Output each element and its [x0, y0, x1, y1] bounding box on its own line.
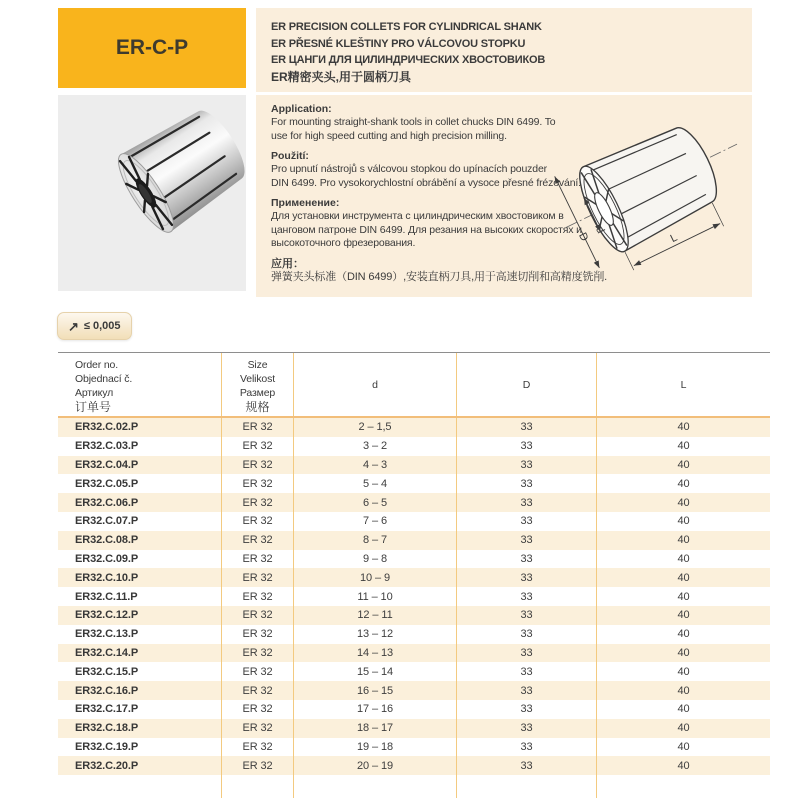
cell-value: 19 – 18: [293, 738, 456, 757]
cell-value: 33: [456, 568, 596, 587]
product-code-box: [58, 8, 246, 88]
filler-cell: [596, 775, 770, 798]
table-row: [58, 625, 770, 644]
cell-value: 40: [596, 625, 770, 644]
cell-order-no: ER32.C.14.P: [75, 646, 139, 659]
table-header: [58, 353, 770, 418]
table-row: [58, 418, 770, 437]
header-line: L: [680, 378, 687, 391]
cell-value: 40: [596, 456, 770, 475]
header-line: Order no.: [75, 359, 119, 371]
table-row: [58, 756, 770, 775]
table-row: [58, 587, 770, 606]
cell-value: ER 32: [221, 756, 293, 775]
cell-value: ER 32: [221, 456, 293, 475]
col-header-size: [221, 353, 293, 416]
product-photo-box: [58, 95, 246, 291]
table-row: [58, 474, 770, 493]
cell-value: ER 32: [221, 738, 293, 757]
cell-value: ER 32: [221, 512, 293, 531]
cell-order-no: ER32.C.08.P: [75, 534, 139, 547]
table-row: [58, 437, 770, 456]
cell-value: 5 – 4: [293, 474, 456, 493]
title-ru: ER ЦАНГИ ДЛЯ ЦИЛИНДРИЧЕСКИХ ХВОСТОВИКОВ: [271, 54, 546, 66]
info-section: [271, 257, 621, 285]
cell-value: 33: [456, 418, 596, 437]
cell-value: 7 – 6: [293, 512, 456, 531]
table-row: [58, 456, 770, 475]
cell-value: 33: [456, 681, 596, 700]
info-section-label: 应用：: [271, 257, 304, 270]
title-zh: ER精密夹头,用于圆柄刀具: [271, 69, 412, 84]
cell-value: 11 – 10: [293, 587, 456, 606]
cell-value: 33: [456, 700, 596, 719]
cell-value: 10 – 9: [293, 568, 456, 587]
info-section-line: DIN 6499. Pro vysokorychlostní obrábění a vysoce přesné frézování.: [271, 176, 581, 189]
cell-value: 20 – 19: [293, 756, 456, 775]
cell-value: 8 – 7: [293, 531, 456, 550]
cell-value: ER 32: [221, 644, 293, 663]
label-outer-diameter: D: [576, 230, 591, 244]
header-line: d: [372, 378, 378, 391]
title-box: [256, 8, 752, 92]
cell-value: 33: [456, 662, 596, 681]
cell-value: 40: [596, 437, 770, 456]
cell-value: 40: [596, 474, 770, 493]
cell-value: ER 32: [221, 681, 293, 700]
info-section-line: цанговом патроне DIN 6499. Для резания на высоких скоростях и: [271, 223, 582, 236]
info-section: [271, 102, 621, 143]
cell-value: 33: [456, 456, 596, 475]
cell-value: ER 32: [221, 662, 293, 681]
cell-value: 33: [456, 493, 596, 512]
header-line: Артикул: [75, 387, 114, 399]
table-row: [58, 550, 770, 569]
cell-value: 33: [456, 587, 596, 606]
table-row: [58, 493, 770, 512]
title-en: ER PRECISION COLLETS FOR CYLINDRICAL SHANK: [271, 21, 542, 33]
cell-value: ER 32: [221, 719, 293, 738]
cell-value: ER 32: [221, 625, 293, 644]
cell-order-no: ER32.C.18.P: [75, 722, 139, 735]
table-row: [58, 681, 770, 700]
cell-value: 40: [596, 756, 770, 775]
runout-tolerance-badge: [57, 312, 132, 340]
runout-arrow-icon: ↗: [68, 318, 79, 334]
cell-order-no: ER32.C.06.P: [75, 496, 139, 509]
table-row: [58, 662, 770, 681]
cell-value: 33: [456, 719, 596, 738]
cell-value: 12 – 11: [293, 606, 456, 625]
table-filler-row: [58, 775, 770, 798]
cell-value: ER 32: [221, 531, 293, 550]
cell-value: 33: [456, 625, 596, 644]
cell-order-no: ER32.C.10.P: [75, 571, 139, 584]
col-header-d: [293, 353, 456, 416]
cell-value: 33: [456, 531, 596, 550]
cell-value: 33: [456, 738, 596, 757]
application-info-panel: [256, 95, 752, 297]
table-body: [58, 418, 770, 775]
cell-order-no: ER32.C.19.P: [75, 740, 139, 753]
cell-order-no: ER32.C.17.P: [75, 703, 139, 716]
info-section-line: высокоточного фрезерования.: [271, 237, 416, 249]
cell-value: 3 – 2: [293, 437, 456, 456]
cell-value: 33: [456, 437, 596, 456]
cell-value: ER 32: [221, 568, 293, 587]
table-row: [58, 644, 770, 663]
label-bore-diameter: d: [593, 224, 607, 236]
header-line: D: [522, 378, 531, 391]
cell-value: 40: [596, 719, 770, 738]
cell-order-no: ER32.C.02.P: [75, 421, 139, 434]
cell-order-no: ER32.C.09.P: [75, 552, 139, 565]
cell-value: 40: [596, 493, 770, 512]
cell-value: 40: [596, 418, 770, 437]
filler-cell: [293, 775, 456, 798]
info-sections: [271, 102, 621, 290]
header-line: Objednací č.: [75, 373, 133, 385]
info-section: [271, 196, 621, 251]
info-section-line: For mounting straight-shank tools in collet chucks DIN 6499. To: [271, 116, 556, 128]
runout-value: ≤ 0,005: [83, 320, 121, 332]
cell-value: 40: [596, 644, 770, 663]
cell-value: 33: [456, 606, 596, 625]
info-section-line: Pro upnutí nástrojů s válcovou stopkou do upínacích pouzder: [271, 163, 547, 175]
cell-value: 2 – 1,5: [293, 418, 456, 437]
cell-value: 40: [596, 606, 770, 625]
cell-value: 33: [456, 756, 596, 775]
cell-value: 40: [596, 681, 770, 700]
cell-value: 18 – 17: [293, 719, 456, 738]
cell-value: ER 32: [221, 418, 293, 437]
header-line: Velikost: [240, 373, 275, 385]
product-table: [58, 352, 770, 798]
filler-cell: [456, 775, 596, 798]
cell-value: 13 – 12: [293, 625, 456, 644]
filler-cell: [58, 775, 221, 798]
table-row: [58, 531, 770, 550]
cell-order-no: ER32.C.07.P: [75, 515, 139, 528]
table-row: [58, 719, 770, 738]
cell-order-no: ER32.C.03.P: [75, 440, 139, 453]
cell-value: ER 32: [221, 437, 293, 456]
cell-value: 40: [596, 568, 770, 587]
table-row: [58, 512, 770, 531]
label-length: L: [668, 231, 680, 246]
table-row: [58, 568, 770, 587]
cell-value: 40: [596, 512, 770, 531]
cell-value: 9 – 8: [293, 550, 456, 569]
cell-order-no: ER32.C.15.P: [75, 665, 139, 678]
table-row: [58, 700, 770, 719]
cell-value: 17 – 16: [293, 700, 456, 719]
col-header-D: [456, 353, 596, 416]
cell-order-no: ER32.C.05.P: [75, 477, 139, 490]
table-row: [58, 738, 770, 757]
cell-value: 40: [596, 587, 770, 606]
cell-value: ER 32: [221, 474, 293, 493]
table-row: [58, 606, 770, 625]
col-header-order-no: [58, 353, 221, 416]
header-line: 规格: [245, 400, 270, 414]
cell-order-no: ER32.C.11.P: [75, 590, 138, 603]
cell-order-no: ER32.C.16.P: [75, 684, 139, 697]
info-section-line: Для установки инструмента с цилиндрическим хвостовиком в: [271, 210, 564, 222]
info-section-label: Application:: [271, 103, 332, 115]
filler-cell: [221, 775, 293, 798]
cell-order-no: ER32.C.13.P: [75, 628, 139, 641]
cell-value: ER 32: [221, 493, 293, 512]
cell-value: 15 – 14: [293, 662, 456, 681]
cell-value: 14 – 13: [293, 644, 456, 663]
info-section-label: Применение:: [271, 197, 340, 209]
cell-value: 16 – 15: [293, 681, 456, 700]
info-section-label: Použití:: [271, 150, 309, 162]
cell-value: 33: [456, 550, 596, 569]
cell-value: 33: [456, 474, 596, 493]
cell-value: 33: [456, 644, 596, 663]
col-header-L: [596, 353, 770, 416]
cell-value: 40: [596, 700, 770, 719]
collet-photo-illustration: [58, 95, 246, 291]
cell-value: ER 32: [221, 700, 293, 719]
cell-order-no: ER32.C.20.P: [75, 759, 139, 772]
cell-value: 4 – 3: [293, 456, 456, 475]
cell-value: 40: [596, 662, 770, 681]
header-line: 订单号: [75, 400, 112, 414]
product-code: ER-C-P: [115, 36, 189, 59]
cell-value: 40: [596, 738, 770, 757]
cell-value: ER 32: [221, 606, 293, 625]
cell-value: 40: [596, 550, 770, 569]
info-section-line: use for high speed cutting and high precision milling.: [271, 129, 507, 142]
header-line: Size: [247, 359, 268, 371]
cell-value: ER 32: [221, 587, 293, 606]
title-cs: ER PŘESNÉ KLEŠTINY PRO VÁLCOVOU STOPKU: [271, 37, 526, 50]
cell-order-no: ER32.C.04.P: [75, 458, 139, 471]
cell-value: ER 32: [221, 550, 293, 569]
cell-value: 33: [456, 512, 596, 531]
header-line: Размер: [239, 387, 276, 399]
cell-order-no: ER32.C.12.P: [75, 609, 139, 622]
cell-value: 6 – 5: [293, 493, 456, 512]
cell-value: 40: [596, 531, 770, 550]
info-section: [271, 149, 621, 190]
info-section-line: 弹簧夹头标准（DIN 6499）,安装直柄刀具,用于高速切削和高精度铣削.: [271, 270, 608, 283]
